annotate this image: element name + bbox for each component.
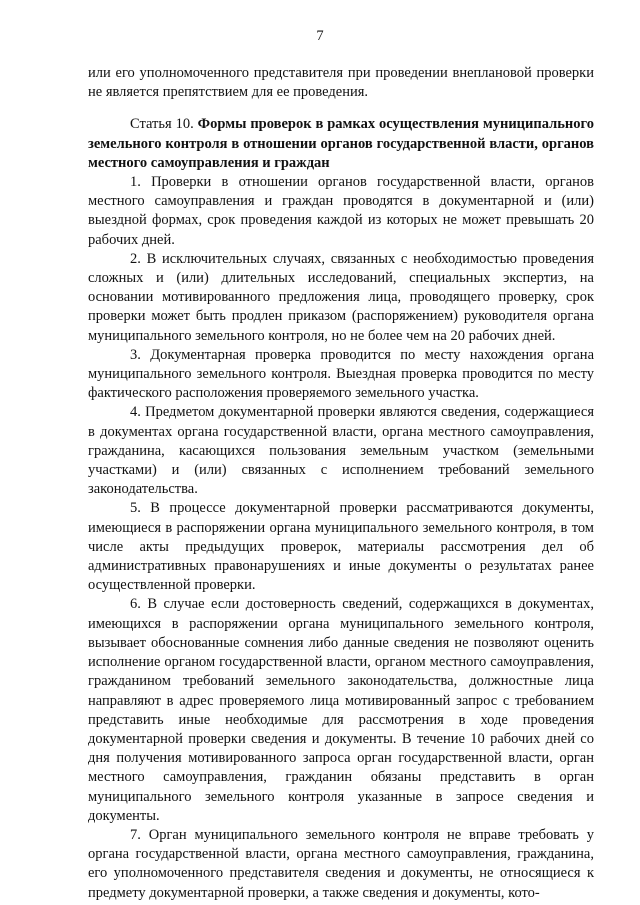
paragraph-1: 1. Проверки в отношении органов государственной власти, органов местного самоуправления и граждан проводятся в документарной и (или) выездной формах, срок проведения каждой из которых не может превышать 20 рабочих дней. (88, 174, 594, 248)
paragraph-5: 5. В процессе документарной проверки рассматриваются документы, имеющиеся в распоряжении органа муниципального земельного контроля, в том числе акты предыдущих проверок, материалы рассмотрения дел об административных правонарушениях и иные документы о результатах ранее осуществленной проверки. (88, 500, 594, 594)
paragraph-3: 3. Документарная проверка проводится по месту нахождения органа муниципального земельного контроля. Выездная проверка проводится по месту фактического расположения проверяемого земельного участка. (88, 346, 594, 402)
paragraph-6: 6. В случае если достоверность сведений, содержащихся в документах, имеющихся в распоряжении органа муниципального земельного контроля, вызывает обоснованные сомнения либо данные сведения не позволяют оценить исполнение органом государственной власти, органом местного самоуправления, гражданином требований земельного законодательства, должностные лица направляют в адрес проверяемого лица мотивированный запрос с требованием представить иные необходимые для рассмотрения в ходе проведения документарной проверки сведения и документы. В течение 10 рабочих дней со дня получения мотивированного запроса орган государственной власти, орган местного самоуправления, гражданин обязаны представить в орган муниципального земельного контроля указанные в запросе сведения и документы. (88, 596, 594, 824)
paragraph-2: 2. В исключительных случаях, связанных с необходимостью проведения сложных и (или) длительных исследований, специальных экспертиз, на основании мотивированного предложения лица, проводящего проверку, срок проверки может быть продлен приказом (распоряжением) руководителя органа муниципального земельного контроля, но не более чем на 20 рабочих дней. (88, 250, 594, 344)
paragraph-4: 4. Предметом документарной проверки являются сведения, содержащиеся в документах органа государственной власти, органа местного самоуправления, гражданина, касающихся пользования земельным участком (земельными участками) и (или) связанных с исполнением требований земельного законодательства. (88, 404, 594, 498)
paragraph-7: 7. Орган муниципального земельного контроля не вправе требовать у органа государственной власти, органа местного самоуправления, гражданина, его уполномоченного представителя сведения и документы, не относящиеся к предмету документарной проверки, а также сведения и документы, кото- (88, 826, 594, 901)
article-heading (88, 115, 594, 173)
page-number: 7 (316, 28, 324, 44)
article-title: Формы проверок в рамках осуществления муниципального земельного контроля в отношении органов государственной власти, органов местного самоуправления и граждан (88, 116, 594, 171)
paragraph-continuation: или его уполномоченного представителя при проведении внеплановой проверки не является препятствием для ее проведения. (88, 65, 594, 101)
document-body (88, 64, 594, 903)
article-label: Статья 10. (130, 116, 198, 133)
